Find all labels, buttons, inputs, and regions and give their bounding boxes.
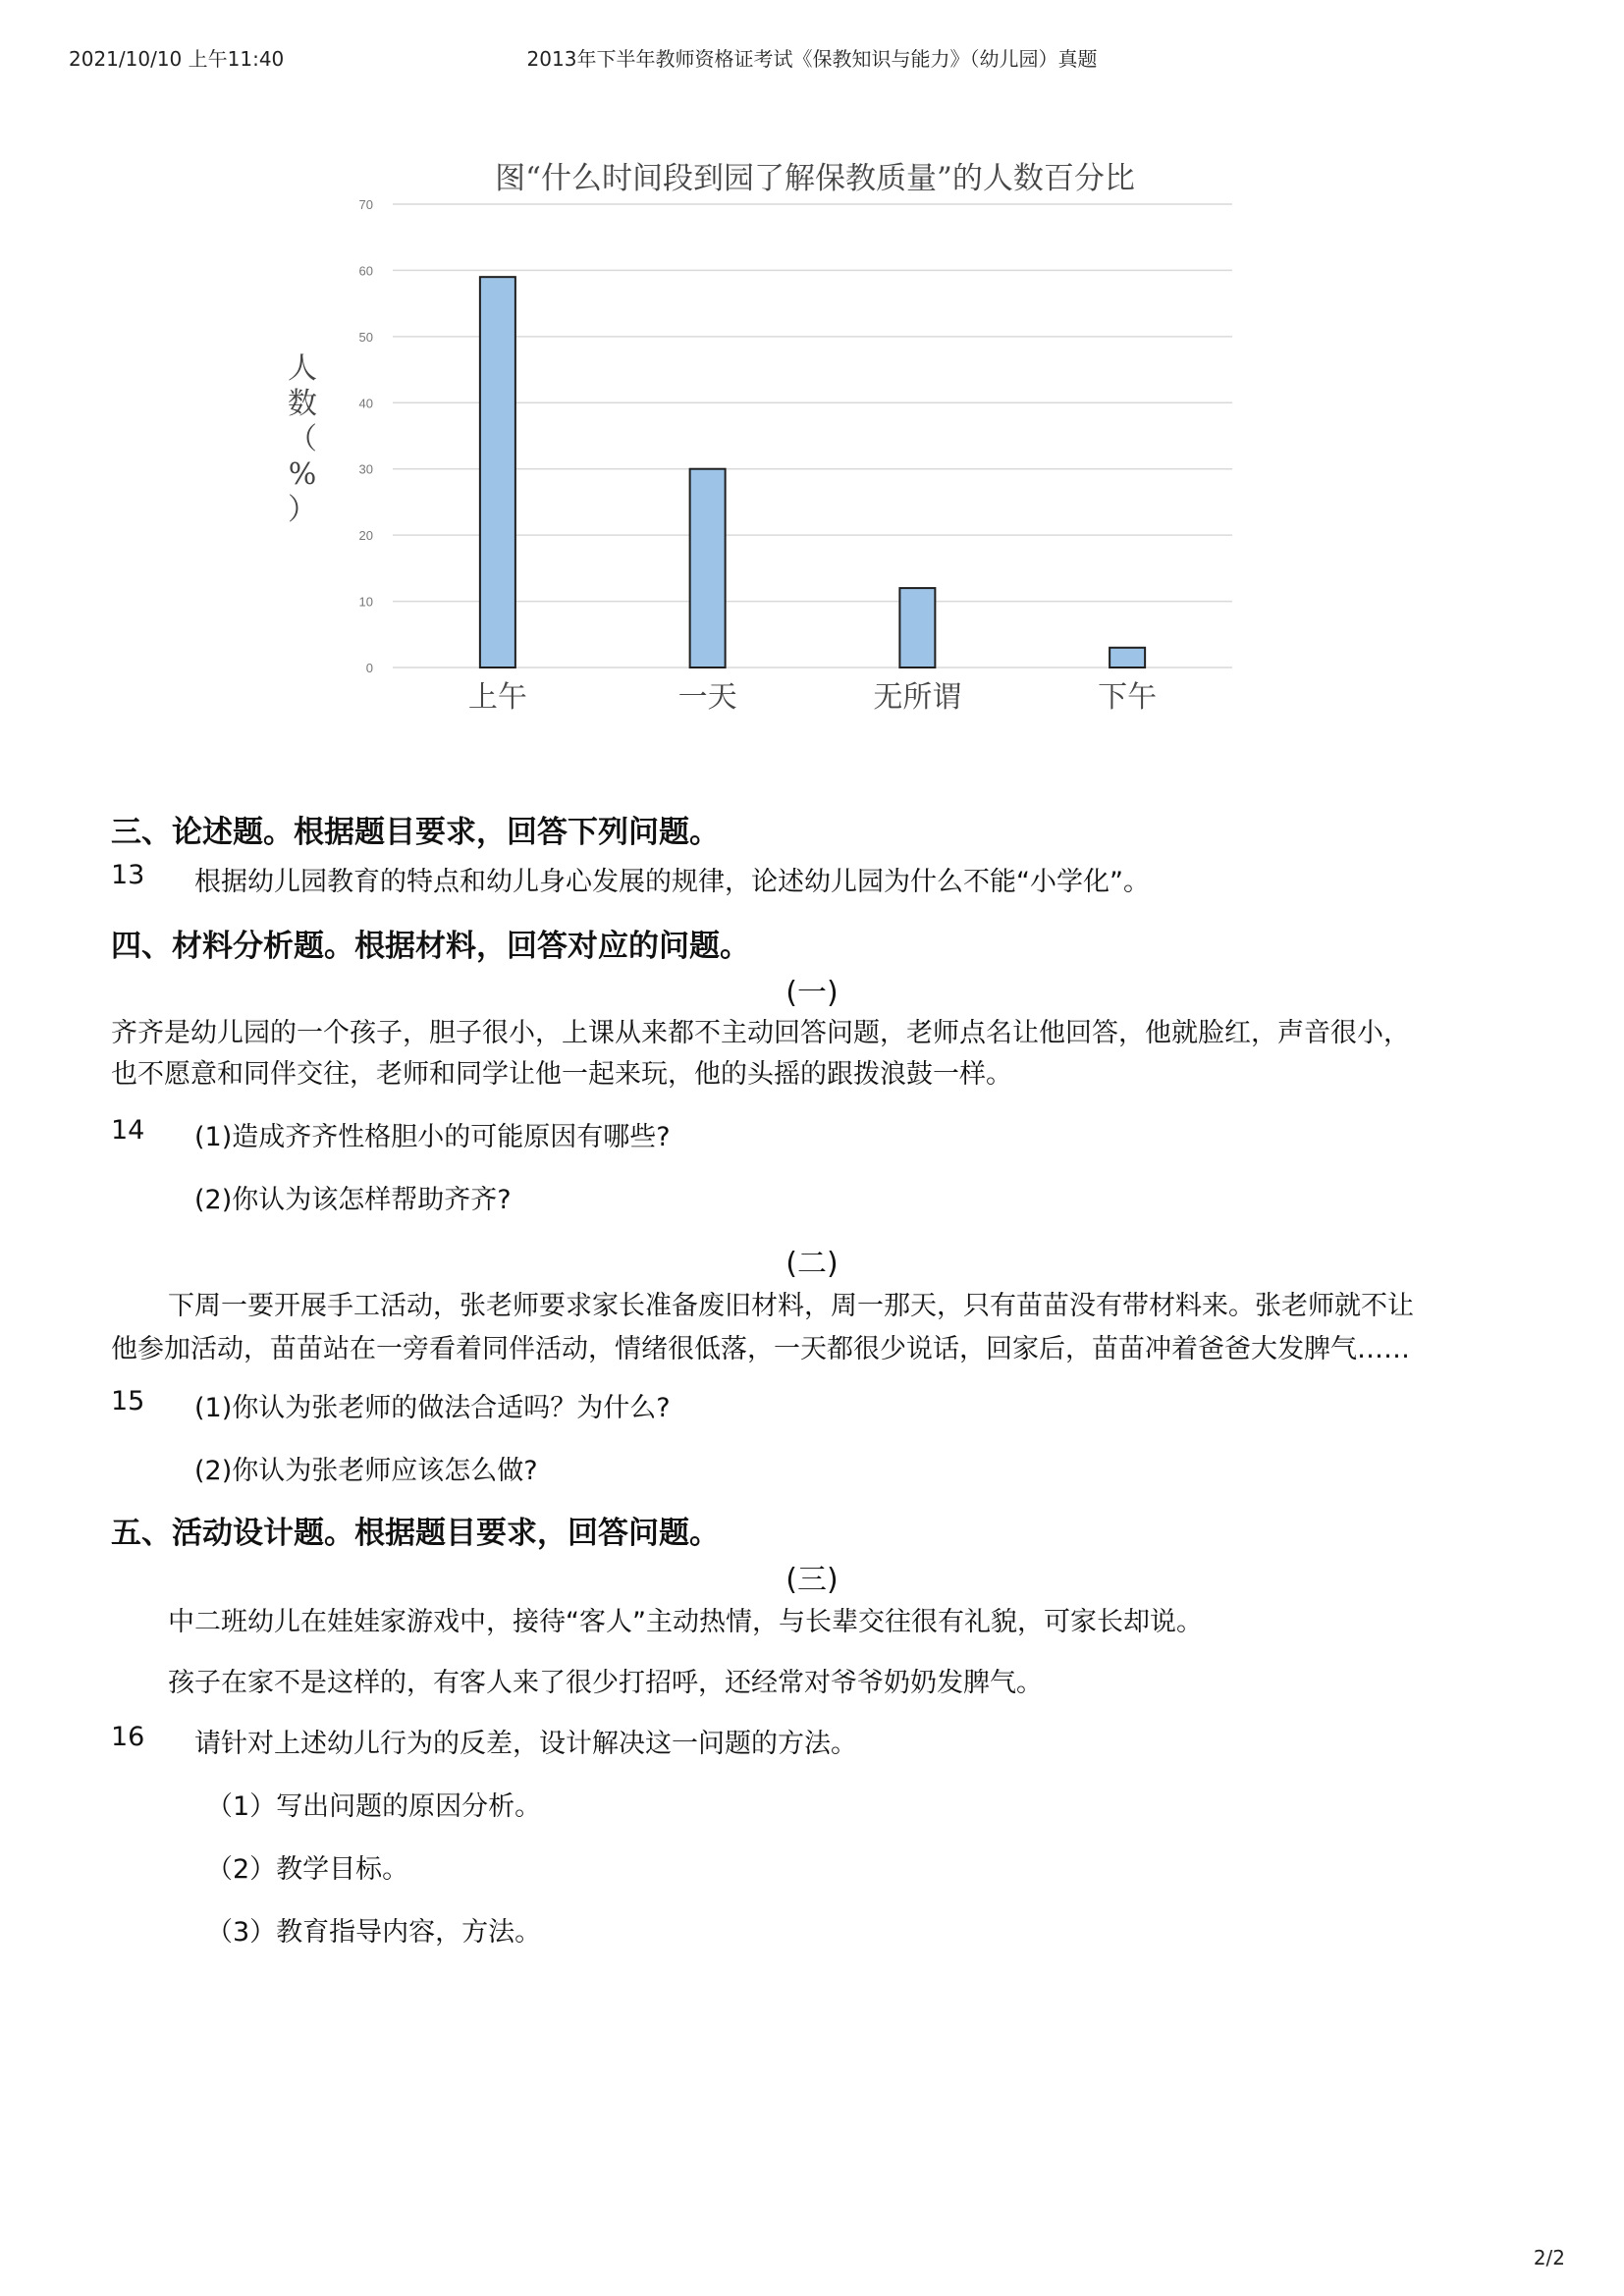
chart-bar [1110, 648, 1145, 667]
material-1-line-2: 也不愿意和同伴交往，老师和同学让他一起来玩，他的头摇的跟拨浪鼓一样。 [111, 1059, 1012, 1090]
page-number: 2/2 [1533, 2246, 1565, 2269]
section-4-title: 四、材料分析题。根据材料，回答对应的问题。 [111, 929, 750, 964]
material-3-line-1: 中二班幼儿在娃娃家游戏中，接待“客人”主动热情，与长辈交往很有礼貌，可家长却说。 [168, 1607, 1203, 1637]
question-13-text: 根据幼儿园教育的特点和幼儿身心发展的规律，论述幼儿园为什么不能“小学化”。 [194, 867, 1150, 897]
chart-bar [690, 469, 726, 667]
bar-chart-svg [275, 147, 1247, 736]
chart-y-tick-label: 60 [358, 263, 373, 279]
section-3-title: 三、论述题。根据题目要求，回答下列问题。 [111, 815, 720, 850]
question-13-number: 13 [111, 860, 145, 890]
material-1-line-1: 齐齐是幼儿园的一个孩子，胆子很小，上课从来都不主动回答问题，老师点名让他回答，他就脸红，声音很小， [111, 1018, 1410, 1048]
material-2-label: (二) [785, 1247, 839, 1281]
chart-bar [899, 588, 935, 667]
question-15-part-2: (2)你认为张老师应该怎么做? [194, 1456, 538, 1486]
chart-y-axis-label: 人数（%） [288, 351, 317, 527]
chart-x-ticks [468, 680, 1157, 715]
chart-y-tick-label: 70 [358, 197, 373, 212]
chart-y-tick-label: 50 [358, 329, 373, 345]
material-2-line-2: 他参加活动，苗苗站在一旁看着同伴活动，情绪很低落，一天都很少说话，回家后，苗苗冲着爸爸大发脾气…… [111, 1334, 1410, 1364]
chart-title: 图“什么时间段到园了解保教质量”的人数百分比 [495, 161, 1135, 196]
material-2-line-1: 下周一要开展手工活动，张老师要求家长准备废旧材料，周一那天，只有苗苗没有带材料来。张老师就不让 [168, 1291, 1414, 1321]
question-14-part-1: (1)造成齐齐性格胆小的可能原因有哪些? [194, 1122, 671, 1152]
chart-y-ticks [359, 197, 373, 675]
question-14-part-2: (2)你认为该怎样帮助齐齐? [194, 1185, 512, 1215]
bar-chart [275, 147, 1247, 736]
question-16-item-3: （3）教育指导内容，方法。 [206, 1917, 542, 1948]
section-5-title: 五、活动设计题。根据题目要求，回答问题。 [111, 1516, 720, 1551]
question-14-number: 14 [111, 1115, 145, 1146]
chart-y-tick-label: 30 [358, 461, 373, 477]
chart-x-tick-label: 下午 [1098, 680, 1158, 715]
chart-y-tick-label: 40 [358, 396, 373, 411]
chart-y-tick-label: 10 [358, 594, 373, 610]
question-16-text: 请针对上述幼儿行为的反差，设计解决这一问题的方法。 [194, 1729, 857, 1759]
chart-x-tick-label: 无所谓 [873, 680, 962, 715]
material-1-label: (一) [785, 976, 839, 1010]
question-16-item-1: （1）写出问题的原因分析。 [206, 1791, 542, 1822]
question-15-part-1: (1)你认为张老师的做法合适吗？为什么? [194, 1393, 671, 1423]
question-16-item-2: （2）教学目标。 [206, 1854, 409, 1885]
chart-x-tick-label: 一天 [677, 680, 737, 715]
material-3-label: (三) [785, 1563, 839, 1597]
chart-bar [480, 277, 515, 667]
question-15-number: 15 [111, 1386, 145, 1416]
chart-y-tick-label: 20 [358, 528, 373, 544]
material-3-line-2: 孩子在家不是这样的，有客人来了很少打招呼，还经常对爷爷奶奶发脾气。 [168, 1668, 1043, 1698]
chart-x-tick-label: 上午 [467, 680, 527, 715]
header-title: 2013年下半年教师资格证考试《保教知识与能力》（幼儿园）真题 [526, 47, 1098, 71]
chart-bars [480, 277, 1145, 667]
header-datetime: 2021/10/10 上午11:40 [69, 47, 285, 71]
chart-grid [393, 204, 1232, 667]
chart-y-tick-label: 0 [365, 661, 373, 675]
question-16-number: 16 [111, 1722, 145, 1752]
